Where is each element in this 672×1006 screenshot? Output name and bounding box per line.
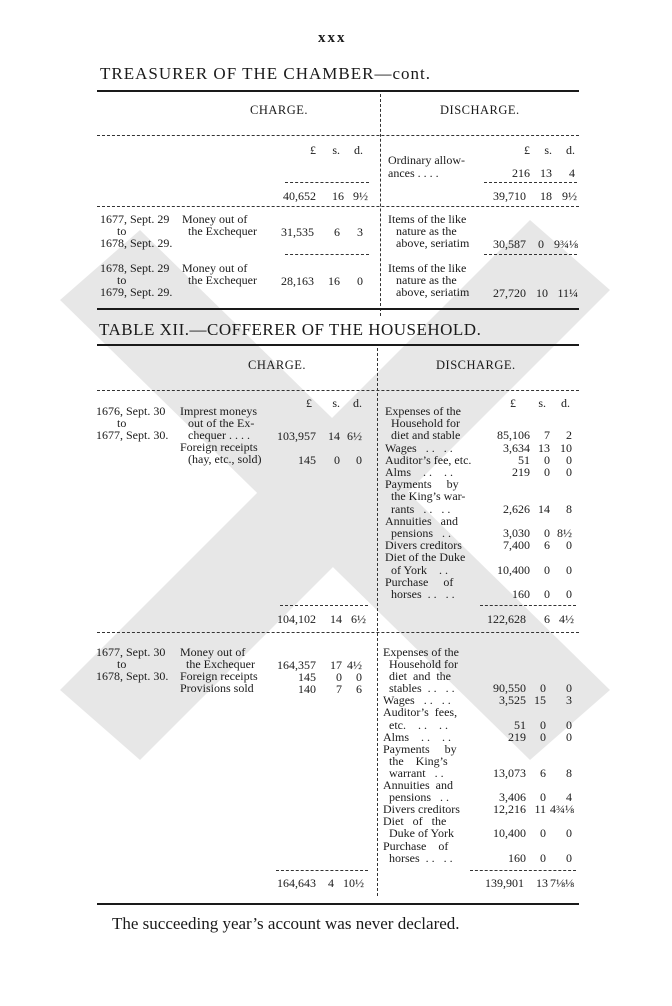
total-discharge-shillings: 18 <box>540 189 552 203</box>
col-pence-charge: d. <box>354 143 363 157</box>
row-discharge-shillings: 0 <box>538 237 544 251</box>
row-date-start: 1676, Sept. 30 <box>96 404 166 418</box>
discharge-item-label: Purchase of <box>385 574 454 589</box>
allowances-pounds: 216 <box>512 166 530 180</box>
discharge-item-label: the King’s war- <box>385 489 466 504</box>
col-pounds-discharge: £ <box>524 143 530 157</box>
col-pounds-discharge: £ <box>510 396 516 410</box>
row-discharge-pounds: 30,587 <box>493 237 526 251</box>
row-pounds: 164,357 <box>277 658 316 672</box>
rule <box>97 903 579 905</box>
total-discharge-pounds: 122,628 <box>487 612 526 626</box>
row-desc: the Exchequer <box>188 273 257 287</box>
discharge-item-label: the King’s <box>383 753 448 768</box>
row-desc: Money out of <box>182 261 248 275</box>
row-date-start: 1677, Sept. 30 <box>96 645 166 659</box>
discharge-item-label: diet and stable <box>385 428 461 443</box>
allowances-label-2: ances . . . . <box>388 166 439 180</box>
row-desc: the Exchequer <box>186 657 255 671</box>
discharge-items <box>383 646 460 864</box>
row-desc: the Exchequer <box>188 224 257 238</box>
row-pounds: 145 <box>298 670 316 684</box>
subtotal-rule <box>470 870 576 871</box>
col-shillings-discharge: s. <box>544 143 552 157</box>
row-desc: chequer . . . . <box>188 428 250 442</box>
row-pounds: 31,535 <box>281 225 314 239</box>
discharge-item-label: Payments by <box>383 741 457 756</box>
page-number: xxx <box>318 30 347 46</box>
discharge-item-label: pensions . . <box>383 790 449 805</box>
subtotal-rule <box>280 605 368 606</box>
total-discharge-pence: 7⅛⅛ <box>550 876 574 890</box>
col-pence-charge: d. <box>353 396 362 410</box>
discharge-item-label: Household for <box>383 657 458 672</box>
row-discharge-desc: nature as the <box>396 224 457 238</box>
subtotal-rule <box>285 182 369 183</box>
total-discharge-pounds: 139,901 <box>485 876 524 890</box>
column-divider <box>377 348 378 896</box>
discharge-item-label: etc. . . . . <box>383 717 448 732</box>
row-discharge-pence: 11¼ <box>557 286 578 300</box>
discharge-item-label: Diet of the Duke <box>385 550 466 565</box>
row-shillings: 16 <box>328 274 340 288</box>
discharge-item-label: Annuities and <box>385 513 458 528</box>
row-pence: 6 <box>356 682 362 696</box>
section-title-cofferer: TABLE XII.—COFFERER OF THE HOUSEHOLD. <box>99 320 482 339</box>
row-date-end: 1679, Sept. 29. <box>100 285 173 299</box>
subtotal-rule <box>484 182 577 183</box>
discharge-item-label: Payments by <box>385 477 459 492</box>
discharge-item-label: rants . . . . <box>385 501 451 516</box>
row-date-end: 1677, Sept. 30. <box>96 428 169 442</box>
discharge-item-label: warrant . . <box>383 765 444 780</box>
row-rule <box>285 254 369 255</box>
discharge-item-label: Expenses of the <box>385 404 461 418</box>
row-desc: Foreign receipts <box>180 440 258 454</box>
discharge-item-label: Annuities and <box>383 778 453 793</box>
allowances-label-1: Ordinary allow- <box>388 153 465 167</box>
col-pence-discharge: d. <box>566 143 575 157</box>
row-discharge-pounds: 27,720 <box>493 286 526 300</box>
discharge-item-label: Household for <box>385 416 460 431</box>
row-date-start: 1677, Sept. 29 <box>100 212 170 226</box>
row-desc: (hay, etc., sold) <box>188 452 262 466</box>
column-divider <box>380 94 381 316</box>
row-rule <box>97 206 579 207</box>
discharge-item-label: diet and the <box>383 669 451 684</box>
col-shillings-charge: s. <box>332 396 340 410</box>
row-shillings: 17 <box>330 658 342 672</box>
discharge-item-label: Expenses of the <box>383 645 459 659</box>
rule <box>97 308 579 310</box>
row-date-to: to <box>117 416 127 430</box>
row-discharge-desc: Items of the like <box>388 261 467 275</box>
total-charge-shillings: 4 <box>328 876 334 890</box>
row-shillings: 0 <box>336 670 342 684</box>
total-charge-pence: 9½ <box>353 189 368 203</box>
total-charge-pounds: 40,652 <box>283 189 316 203</box>
row-pence: 0 <box>356 453 362 467</box>
total-discharge-pounds: 39,710 <box>493 189 526 203</box>
total-charge-pence: 6½ <box>351 612 366 626</box>
row-desc: Provisions sold <box>180 681 254 695</box>
row-date-to: to <box>117 273 127 287</box>
row-discharge-desc: above, seriatim <box>396 285 470 299</box>
col-pounds-charge: £ <box>306 396 312 410</box>
discharge-items <box>385 405 471 600</box>
col-pounds-charge: £ <box>310 143 316 157</box>
discharge-pounds-column: 85,106 3,634 51 219 2,626 3,030 7,400 10,400 160 <box>497 428 530 602</box>
total-discharge-shillings: 6 <box>544 612 550 626</box>
discharge-pounds-column: 90,550 3,525 51 219 13,073 3,406 12,216 10,400 160 <box>493 681 526 865</box>
row-date-to: to <box>117 224 127 238</box>
row-pence: 4½ <box>347 658 362 672</box>
row-discharge-shillings: 10 <box>536 286 548 300</box>
discharge-heading: DISCHARGE. <box>440 103 520 117</box>
discharge-shillings-column: 0 15 0 0 6 0 11 0 0 <box>534 681 546 865</box>
discharge-pence-column: 0 3 0 0 8 4 4¾⅛ 0 0 <box>550 681 574 865</box>
row-date-end: 1678, Sept. 29. <box>100 236 173 250</box>
discharge-item-label: horses . . . . <box>383 850 453 865</box>
row-pence: 0 <box>357 274 363 288</box>
total-discharge-pence: 4½ <box>559 612 574 626</box>
row-pounds: 103,957 <box>277 429 316 443</box>
allowances-pence: 4 <box>569 166 575 180</box>
discharge-shillings-column: 7 13 0 0 14 0 6 0 0 <box>538 428 550 602</box>
discharge-item-label: of York . . <box>385 562 449 577</box>
discharge-item-label: Divers creditors <box>385 538 462 553</box>
charge-heading: CHARGE. <box>248 358 307 372</box>
rule <box>97 344 579 346</box>
row-date-end: 1678, Sept. 30. <box>96 669 169 683</box>
row-rule <box>97 632 579 633</box>
row-pence: 3 <box>357 225 363 239</box>
row-rule <box>484 254 577 255</box>
header-rule <box>97 390 579 391</box>
discharge-pence-column: 2 10 0 0 8 8½ 0 0 0 <box>557 428 572 602</box>
discharge-item-label: Duke of York <box>383 826 455 841</box>
discharge-item-label: Alms . . . . <box>383 729 452 744</box>
discharge-item-label: Alms . . . . <box>385 465 454 480</box>
charge-heading: CHARGE. <box>250 103 309 117</box>
row-date-start: 1678, Sept. 29 <box>100 261 170 275</box>
total-charge-pounds: 104,102 <box>277 612 316 626</box>
total-charge-pounds: 164,643 <box>277 876 316 890</box>
row-discharge-desc: Items of the like <box>388 212 467 226</box>
total-discharge-pence: 9½ <box>562 189 577 203</box>
allowances-shillings: 13 <box>540 166 552 180</box>
row-desc: Foreign receipts <box>180 669 258 683</box>
total-charge-pence: 10½ <box>343 876 364 890</box>
discharge-item-label: Purchase of <box>383 838 449 853</box>
row-shillings: 14 <box>328 429 340 443</box>
discharge-item-label: horses . . . . <box>385 587 455 602</box>
row-desc: out of the Ex- <box>188 416 255 430</box>
subtotal-rule <box>276 870 368 871</box>
total-charge-shillings: 14 <box>330 612 342 626</box>
discharge-item-label: Divers creditors <box>383 802 460 817</box>
total-charge-shillings: 16 <box>332 189 344 203</box>
discharge-item-label: Wages . . . . <box>383 693 451 708</box>
row-pounds: 140 <box>298 682 316 696</box>
row-desc: Money out of <box>180 645 246 659</box>
subtotal-rule <box>480 605 576 606</box>
rule <box>97 90 579 92</box>
col-shillings-discharge: s. <box>538 396 546 410</box>
discharge-item-label: Wages . . . . <box>385 440 453 455</box>
discharge-item-label: Auditor’s fee, etc. <box>385 452 472 467</box>
row-pence: 0 <box>356 670 362 684</box>
row-desc: Imprest moneys <box>180 404 257 418</box>
discharge-item-label: stables . . . . <box>383 681 455 696</box>
row-discharge-pence: 9¾⅛ <box>554 237 578 251</box>
discharge-item-label: Diet of the <box>383 814 447 829</box>
discharge-item-label: Auditor’s fees, <box>383 705 458 720</box>
col-pence-discharge: d. <box>561 396 570 410</box>
col-shillings-charge: s. <box>332 143 340 157</box>
footer-note: The succeeding year’s account was never declared. <box>112 914 460 933</box>
row-discharge-desc: above, seriatim <box>396 236 470 250</box>
row-desc: Money out of <box>182 212 248 226</box>
row-pounds: 145 <box>298 453 316 467</box>
row-shillings: 0 <box>334 453 340 467</box>
total-discharge-shillings: 13 <box>536 876 548 890</box>
header-rule <box>97 135 579 136</box>
discharge-item-label: pensions . . <box>385 526 451 541</box>
row-date-to: to <box>117 657 127 671</box>
row-discharge-desc: nature as the <box>396 273 457 287</box>
row-shillings: 7 <box>336 682 342 696</box>
discharge-heading: DISCHARGE. <box>436 358 516 372</box>
section-title-treasurer: TREASURER OF THE CHAMBER—cont. <box>100 64 431 83</box>
row-pence: 6½ <box>347 429 362 443</box>
row-pounds: 28,163 <box>281 274 314 288</box>
row-shillings: 6 <box>334 225 340 239</box>
